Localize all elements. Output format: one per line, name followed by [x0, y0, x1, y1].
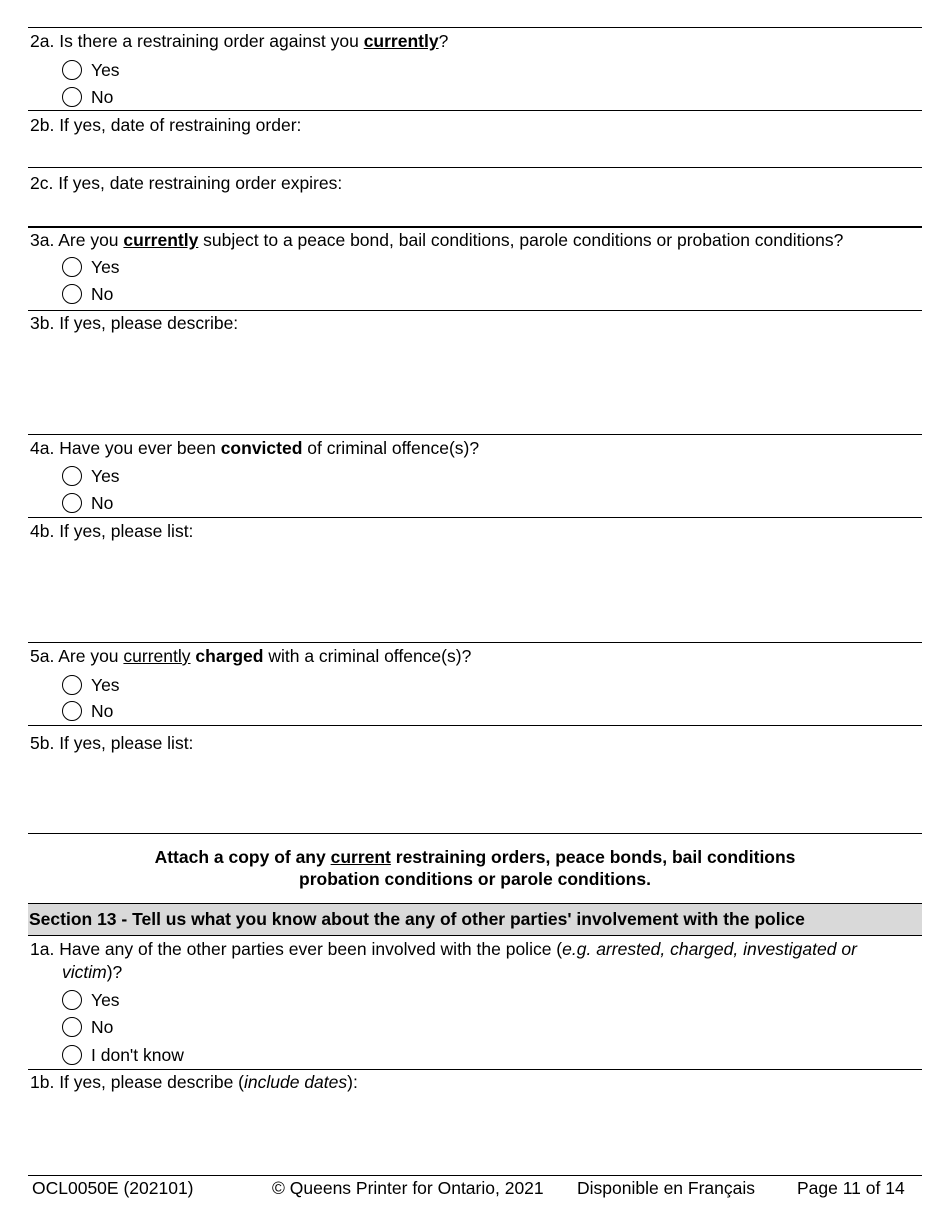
section-13-header: [28, 903, 922, 936]
q5a-no-radio[interactable]: No: [62, 700, 113, 722]
q3b-description-field[interactable]: [28, 336, 922, 432]
question-4a: 4a. Have you ever been convicted of criminal offence(s)?: [30, 438, 480, 458]
divider: [28, 226, 922, 228]
divider: [28, 642, 922, 643]
q3a-no-radio[interactable]: No: [62, 283, 113, 305]
question-1a-line2: victim)?: [62, 962, 123, 982]
q1a-yes-radio[interactable]: Yes: [62, 989, 120, 1011]
q2a-no-radio[interactable]: No: [62, 86, 113, 108]
question-5a: 5a. Are you currently charged with a criminal offence(s)?: [30, 646, 472, 666]
q2b-date-field[interactable]: [28, 136, 922, 166]
q1a-no-radio[interactable]: No: [62, 1016, 113, 1038]
radio-circle-icon[interactable]: [62, 60, 82, 80]
attach-notice: Attach a copy of any current restraining orders, peace bonds, bail conditions probation conditions or parole conditions.: [154, 847, 796, 889]
divider: [28, 434, 922, 435]
divider: [28, 27, 922, 28]
radio-circle-icon[interactable]: [62, 284, 82, 304]
question-4b-label: 4b. If yes, please list:: [30, 521, 194, 541]
q4a-yes-radio[interactable]: Yes: [62, 465, 120, 487]
radio-circle-icon[interactable]: [62, 493, 82, 513]
section-13-title: Section 13 - Tell us what you know about the any of other parties' involvement with the police: [29, 909, 805, 929]
question-2a: 2a. Is there a restraining order against you currently?: [30, 31, 449, 51]
q2a-yes-radio[interactable]: Yes: [62, 59, 120, 81]
radio-circle-icon[interactable]: [62, 675, 82, 695]
question-3a: 3a. Are you currently subject to a peace bond, bail conditions, parole conditions or probation conditions?: [30, 230, 844, 250]
q1a-dont-know-radio[interactable]: I don't know: [62, 1044, 184, 1066]
question-2c-label: 2c. If yes, date restraining order expires:: [30, 173, 343, 193]
question-1b-label: 1b. If yes, please describe (include dates):: [30, 1072, 358, 1092]
divider: [28, 110, 922, 111]
footer-form-id: OCL0050E (202101): [32, 1178, 194, 1198]
question-3b-label: 3b. If yes, please describe:: [30, 313, 239, 333]
divider: [28, 1069, 922, 1070]
question-1a: 1a. Have any of the other parties ever been involved with the police (e.g. arrested, charged, investigated or: [30, 939, 857, 959]
q3a-yes-radio[interactable]: Yes: [62, 256, 120, 278]
divider: [28, 833, 922, 834]
footer-copyright: © Queens Printer for Ontario, 2021: [272, 1178, 544, 1198]
radio-circle-icon[interactable]: [62, 87, 82, 107]
divider: [28, 310, 922, 311]
radio-circle-icon[interactable]: [62, 1045, 82, 1065]
divider: [28, 517, 922, 518]
divider: [28, 167, 922, 168]
footer-page-number: Page 11 of 14: [797, 1178, 905, 1198]
q5a-yes-radio[interactable]: Yes: [62, 674, 120, 696]
q4b-list-field[interactable]: [28, 544, 922, 640]
divider: [28, 725, 922, 726]
radio-circle-icon[interactable]: [62, 1017, 82, 1037]
question-5b-label: 5b. If yes, please list:: [30, 733, 194, 753]
q2c-date-field[interactable]: [28, 194, 922, 224]
q5b-list-field[interactable]: [28, 756, 922, 832]
q4a-no-radio[interactable]: No: [62, 492, 113, 514]
q1b-description-field[interactable]: [28, 1095, 922, 1173]
radio-circle-icon[interactable]: [62, 701, 82, 721]
question-2b-label: 2b. If yes, date of restraining order:: [30, 115, 302, 135]
radio-circle-icon[interactable]: [62, 990, 82, 1010]
radio-circle-icon[interactable]: [62, 466, 82, 486]
radio-circle-icon[interactable]: [62, 257, 82, 277]
footer-french-available: Disponible en Français: [577, 1178, 756, 1198]
